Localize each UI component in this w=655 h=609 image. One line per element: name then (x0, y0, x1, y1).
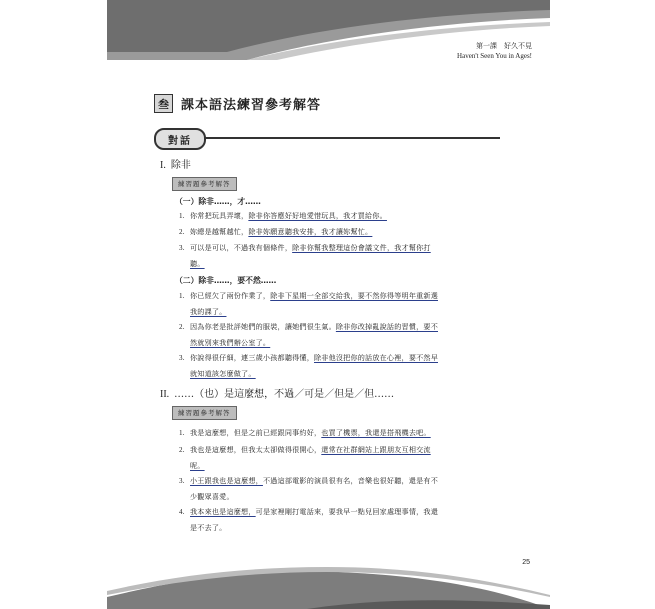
divider (204, 137, 500, 139)
answer-key-tag: 練習題參考解答 (172, 177, 237, 191)
textbook-page (107, 0, 550, 609)
part2-title: ……（也）是這麼想，不過／可是／但是／但…… (174, 389, 395, 400)
list-item: 3. 小王跟我也是這麼想，不過這部電影的演員很有名，音樂也很好聽，還是有不 少觀眾喜愛。 (179, 476, 438, 501)
list-item: 2. 因為你老是批評她們的服裝，讓她們很生氣。除非你改掉亂說話的習慣，要不 然就別來我們辦公室了。 (179, 322, 438, 347)
section-heading (154, 94, 321, 113)
part1-numeral: I. (160, 160, 166, 171)
sub2-title: （二）除非……，要不然…… (175, 276, 277, 285)
lesson-title-english: Haven't Seen You in Ages! (457, 52, 532, 60)
footer-swoosh-decoration (107, 539, 550, 609)
running-header (457, 41, 532, 61)
dialog-label: 對話 (154, 128, 206, 150)
part2-heading (160, 385, 394, 400)
page-number: 25 (522, 559, 530, 566)
list-item: 3. 可以是可以，不過我有個條件，除非你幫我整理這份會議文件，我才幫你打 聽。 (179, 243, 431, 268)
list-item: 2. 我也是這麼想，但我太太卻做得很開心，還常在社群網站上跟朋友互相交流 呢。 (179, 445, 431, 470)
section-title: 課本語法練習參考解答 (181, 98, 322, 113)
sub1-title: （一）除非……，才…… (175, 197, 261, 206)
list-item: 3. 你說得很仔細，連三歲小孩都聽得懂，除非他沒把你的話放在心裡，要不然早 就知道該怎麼做了。 (179, 353, 438, 378)
part1-heading (160, 156, 191, 171)
answer-key-tag: 練習題參考解答 (172, 406, 237, 420)
part2-numeral: II. (160, 389, 170, 400)
section-mark: 叁 (154, 94, 173, 113)
list-item: 2. 妳總是越幫越忙，除非妳願意聽我安排，我才讓妳幫忙。 (179, 227, 373, 236)
list-item: 1. 我是這麼想，但是之前已經跟同事約好，也買了機票，我還是搭飛機去吧。 (179, 428, 431, 437)
list-item: 1. 你常把玩具弄壞，除非你答應好好地愛惜玩具，我才買給你。 (179, 211, 387, 220)
part1-title: 除非 (170, 160, 191, 171)
list-item: 1. 你已經欠了兩份作業了，除非下星期一全部交給我，要不然你得等明年重新選 我的課了。 (179, 291, 438, 316)
list-item: 4. 我本來也是這麼想，可是家裡剛打電話來，要我早一點兒回家處理事情，我還 是不去了。 (179, 507, 438, 532)
lesson-title: 第一課 好久不見 (476, 42, 532, 50)
